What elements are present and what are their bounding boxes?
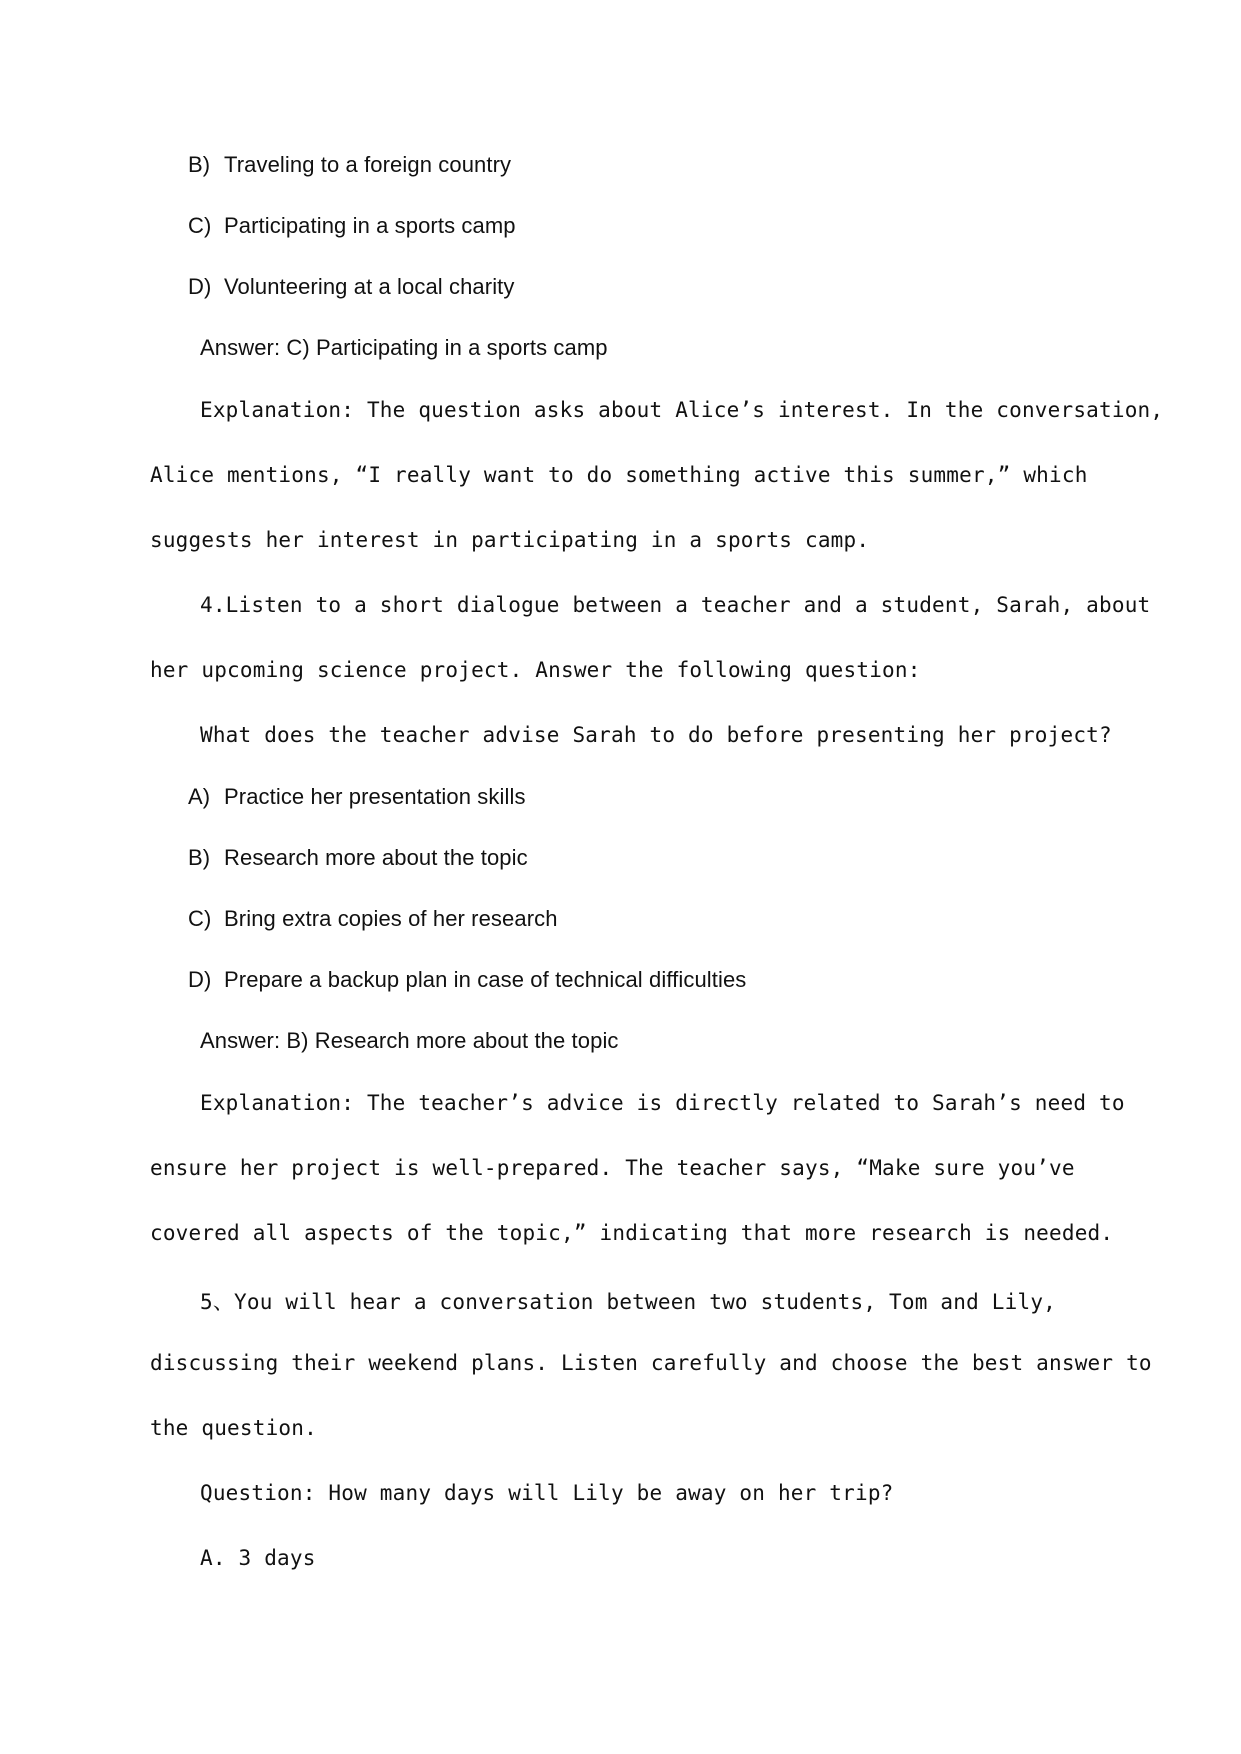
q4-option-c [188, 906, 558, 932]
option-letter: D) [188, 274, 212, 299]
q5-prompt-line1: 5、You will hear a conversation between two students, Tom and Lily, [200, 1290, 1056, 1314]
option-letter: A) [188, 784, 211, 809]
q5-prompt-line2: discussing their weekend plans. Listen carefully and choose the best answer to [150, 1351, 1152, 1375]
option-text: Prepare a backup plan in case of technical difficulties [224, 967, 747, 992]
q3-option-b [188, 152, 511, 178]
q4-option-a [188, 784, 526, 810]
option-text: Volunteering at a local charity [224, 274, 515, 299]
q4-prompt-line1: 4.Listen to a short dialogue between a teacher and a student, Sarah, about [200, 593, 1151, 617]
q3-explanation-line1: Explanation: The question asks about Alice’s interest. In the conversation, [200, 398, 1164, 422]
option-text: Bring extra copies of her research [224, 906, 558, 931]
option-letter: B) [188, 845, 211, 870]
q4-prompt-line2: her upcoming science project. Answer the following question: [150, 658, 921, 682]
q3-option-c [188, 213, 516, 239]
option-text: Research more about the topic [224, 845, 528, 870]
q4-explanation-line2: ensure her project is well-prepared. The teacher says, “Make sure you’ve [150, 1156, 1075, 1180]
q3-answer: Answer: C) Participating in a sports camp [200, 335, 608, 360]
option-text: Participating in a sports camp [224, 213, 516, 238]
q5-question: Question: How many days will Lily be away on her trip? [200, 1481, 894, 1505]
q3-option-d [188, 274, 515, 300]
q4-option-d [188, 967, 746, 993]
q4-question: What does the teacher advise Sarah to do before presenting her project? [200, 723, 1112, 747]
q3-explanation-line3: suggests her interest in participating in a sports camp. [150, 528, 870, 552]
option-letter: C) [188, 906, 212, 931]
q4-explanation-line3: covered all aspects of the topic,” indicating that more research is needed. [150, 1221, 1114, 1245]
q4-answer: Answer: B) Research more about the topic [200, 1028, 619, 1053]
option-letter: C) [188, 213, 212, 238]
q4-explanation-line1: Explanation: The teacher’s advice is directly related to Sarah’s need to [200, 1091, 1125, 1115]
option-text: Practice her presentation skills [224, 784, 526, 809]
option-letter: D) [188, 967, 212, 992]
option-text: Traveling to a foreign country [224, 152, 512, 177]
q5-option-a: A. 3 days [200, 1546, 316, 1570]
q3-explanation-line2: Alice mentions, “I really want to do something active this summer,” which [150, 463, 1088, 487]
q4-option-b [188, 845, 528, 871]
option-letter: B) [188, 152, 211, 177]
q5-prompt-line3: the question. [150, 1416, 317, 1440]
